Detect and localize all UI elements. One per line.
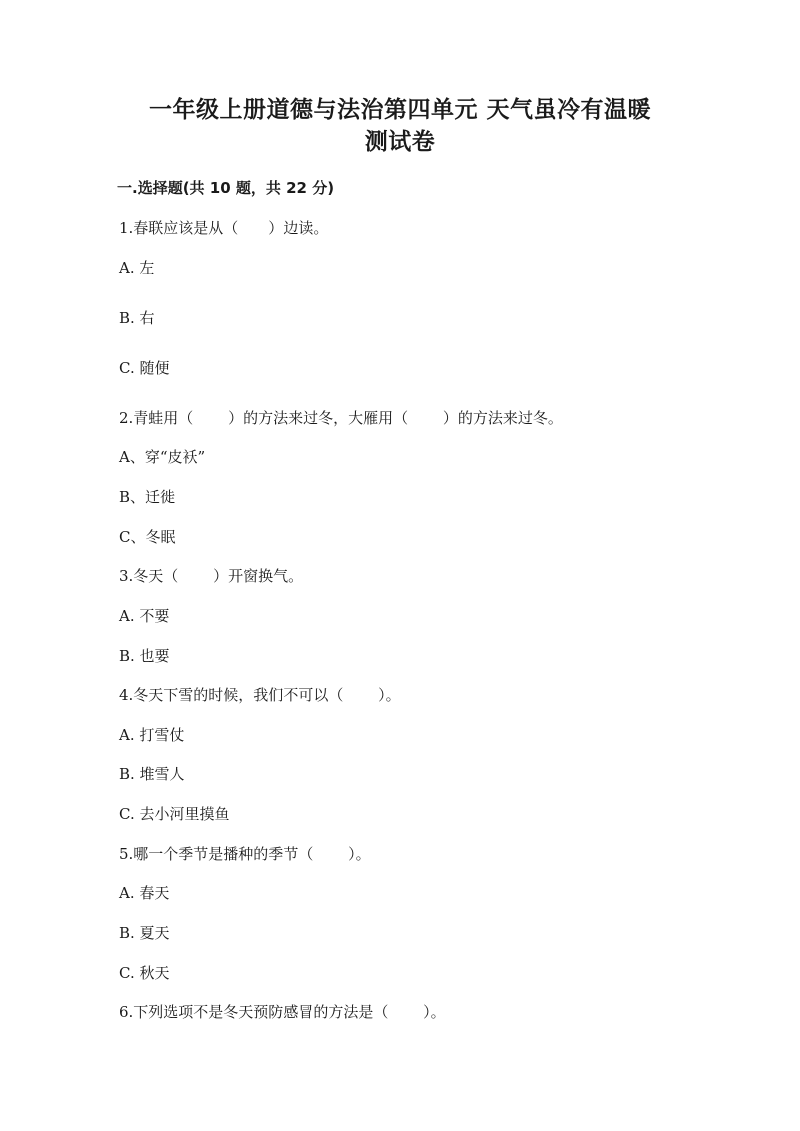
question-5-option-b: B. 夏天 [119,924,170,942]
question-2-stem: 2.青蛙用（ ）的方法来过冬，大雁用（ ）的方法来过冬。 [119,409,563,427]
question-5-stem: 5.哪一个季节是播种的季节（ ）。 [119,845,371,863]
question-3-option-a: A. 不要 [119,607,170,625]
question-1-option-c: C. 随便 [119,359,170,377]
question-2-option-a: A、穿“皮袄” [119,448,206,466]
section-heading: 一.选择题(共 10 题，共 22 分) [117,179,335,197]
question-4-option-c: C. 去小河里摸鱼 [119,805,230,823]
question-4-stem: 4.冬天下雪的时候，我们不可以（ ）。 [119,686,401,704]
question-1-option-a: A. 左 [119,259,155,277]
page-title: 一年级上册道德与法治第四单元 天气虽冷有温暖 [148,97,651,123]
page-title-continued: 测试卷 [364,129,436,155]
question-2-option-c: C、冬眠 [119,528,176,546]
question-2-option-b: B、迁徙 [119,488,176,506]
question-6-stem: 6.下列选项不是冬天预防感冒的方法是（ ）。 [119,1003,446,1021]
question-1-stem: 1.春联应该是从（ ）边读。 [119,219,329,237]
question-5-option-c: C. 秋天 [119,964,170,982]
question-3-stem: 3.冬天（ ）开窗换气。 [119,567,304,585]
question-1-option-b: B. 右 [119,309,155,327]
question-4-option-b: B. 堆雪人 [119,765,185,783]
question-5-option-a: A. 春天 [119,884,170,902]
question-3-option-b: B. 也要 [119,647,170,665]
question-4-option-a: A. 打雪仗 [119,726,185,744]
